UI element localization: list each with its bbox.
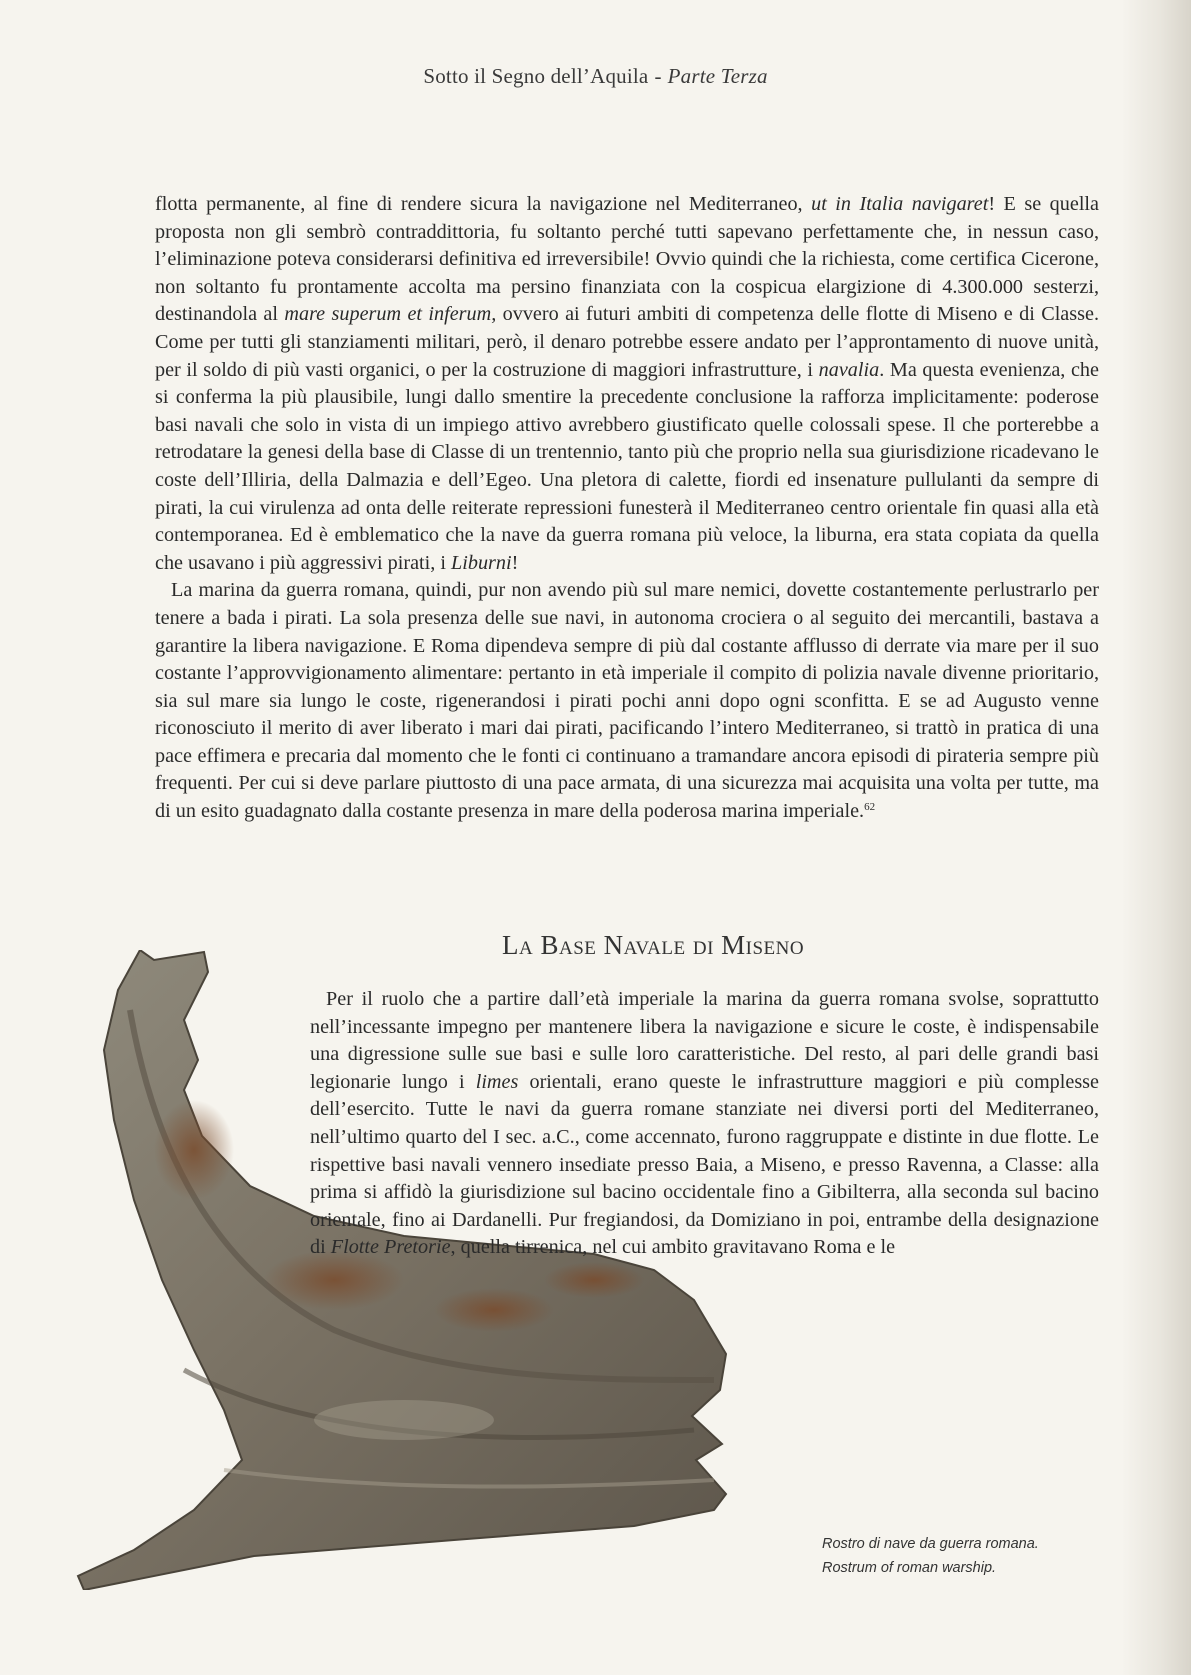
text-span: , quella tirrenica, nel cui ambito gravitavano Roma e le [450, 1236, 896, 1259]
running-head [0, 64, 1191, 89]
paragraph-1 [155, 191, 1099, 577]
paragraph-2 [155, 577, 1099, 825]
book-title: Sotto il Segno dell’Aquila [423, 64, 649, 88]
footnote-marker: 62 [864, 801, 876, 814]
page-edge-shadow [1121, 0, 1191, 1675]
section-body [80, 986, 1099, 1506]
text-span: ! E se quella proposta non gli sembrò contraddittoria, fu soltanto perché tutti sapevano perfettamente che, in nessun caso, l’eliminazione poteva considerarsi definitiva ed irreversibile! Ovvio quindi che la richiesta, come certifica Cicerone, non soltanto fu prontamente accolta ma persino finanziata con la cospicua elargizione di 4.300.000 sesterzi, destinandola al [155, 193, 1100, 326]
italic-span: limes [475, 1070, 519, 1093]
figure-caption [822, 1532, 1039, 1580]
part-label: Parte Terza [667, 64, 768, 88]
text-span: La marina da guerra romana, quindi, pur non avendo più sul mare nemici, dovette costantemente perlustrarlo per tenere a bada i pirati. La sola presenza delle sue navi, in autonoma crociera o al seguito dei mercantili, bastava a garantire la libera navigazione. E Roma dipendeva sempre di più dal costante afflusso di derrate via mare per il suo costante l’approvvigionamento alimentare: pertanto in età imperiale il compito di polizia navale divenne prioritario, sia sul mare sia lungo le coste, rigenerandosi i pirati pochi anni dopo ogni sconfitta. E se ad Augusto venne riconosciuto il merito di aver liberato i mari dai pirati, pacificando l’intero Mediterraneo, si trattò in pratica di una pace effimera e precaria dal momento che le fonti ci continuano a tramandare ancora episodi di pirateria sempre più frequenti. Per cui si deve parlare piuttosto di una pace armata, di una sicurezza mai acquisita una volta per tutte, ma di un esito guadagnato dalla costante presenza in mare della poderosa marina imperiale. [155, 579, 1099, 823]
text-span: ! [511, 551, 519, 574]
text-span: . Ma questa evenienza, che si conferma la più plausibile, lungi dallo smentire la precedente conclusione la rafforza implicitamente: poderose basi navali che solo in vista di un impiego attivo avrebbero giustificato quelle colossali spese. Il che porterebbe a retrodatare la genesi della base di Classe di un trentennio, tanto più che proprio nella sua giurisdizione ricadevano le coste dell’Illiria, della Dalmazia e dell’Egeo. Una pletora di calette, fiordi ed insenature pullulanti da sempre di pirati, la cui virulenza ad onta delle reiterate repressioni funesterà il Mediterraneo centro orientale fin quasi alla età contemporanea. Ed è emblematico che la nave da guerra romana più veloce, la liburna, era stata copiata da quella che usavano i più aggressivi pirati, i [155, 358, 1099, 574]
italic-span: ut in Italia navigaret [811, 193, 989, 215]
section-title: La Base Navale di Miseno [502, 930, 805, 960]
italic-span: mare superum et inferum, [284, 303, 497, 326]
italic-span: navalia [818, 358, 880, 381]
caption-italian: Rostro di nave da guerra romana. [822, 1536, 1039, 1552]
italic-span: Flotte Pretorie [330, 1236, 451, 1259]
text-span: flotta permanente, al fine di rendere sicura la navigazione nel Mediterraneo, [155, 193, 812, 215]
text-span: Per il ruolo che a partire dall’età imperiale la marina da guerra romana svolse, soprattutto nell’incessante impegno per mantenere libera la navigazione e sicure le coste, è indispensabile una digressione sulle sue basi e sulle loro caratteristiche. Del resto, al pari delle grandi basi legionarie lungo i [310, 988, 1099, 1093]
body-text [155, 191, 1099, 826]
text-span: orientali, erano queste le infrastrutture maggiori e più complesse dell’esercito. Tutte le navi da guerra romane stanziate nei diversi porti del Mediterraneo, nell’ultimo quarto del I sec. a.C., come accennato, furono raggruppate e distinte in due flotte. Le rispettive basi navali vennero insediate presso Baia, a Miseno, e presso Ravenna, a Classe: alla prima si affidò la giurisdizione sul bacino occidentale fino a Gibilterra, alla seconda sul bacino orientale, fino ai Dardanelli. Pur fregiandosi, da Domiziano in poi, entrambe della designazione di [310, 1070, 1099, 1259]
italic-span: Liburni [451, 551, 512, 574]
header-separator: - [654, 64, 662, 88]
text-span: ovvero ai futuri ambiti di competenza delle flotte di Miseno e di Classe. Come per tutti gli stanziamenti militari, però, il denaro potrebbe essere andato per l’approntamento di nuove unità, per il soldo di più vasti organici, o per la costruzione di maggiori infrastrutture, i [155, 303, 1099, 381]
caption-english: Rostrum of roman warship. [822, 1560, 997, 1576]
text-wrap-spacer [80, 986, 310, 1506]
